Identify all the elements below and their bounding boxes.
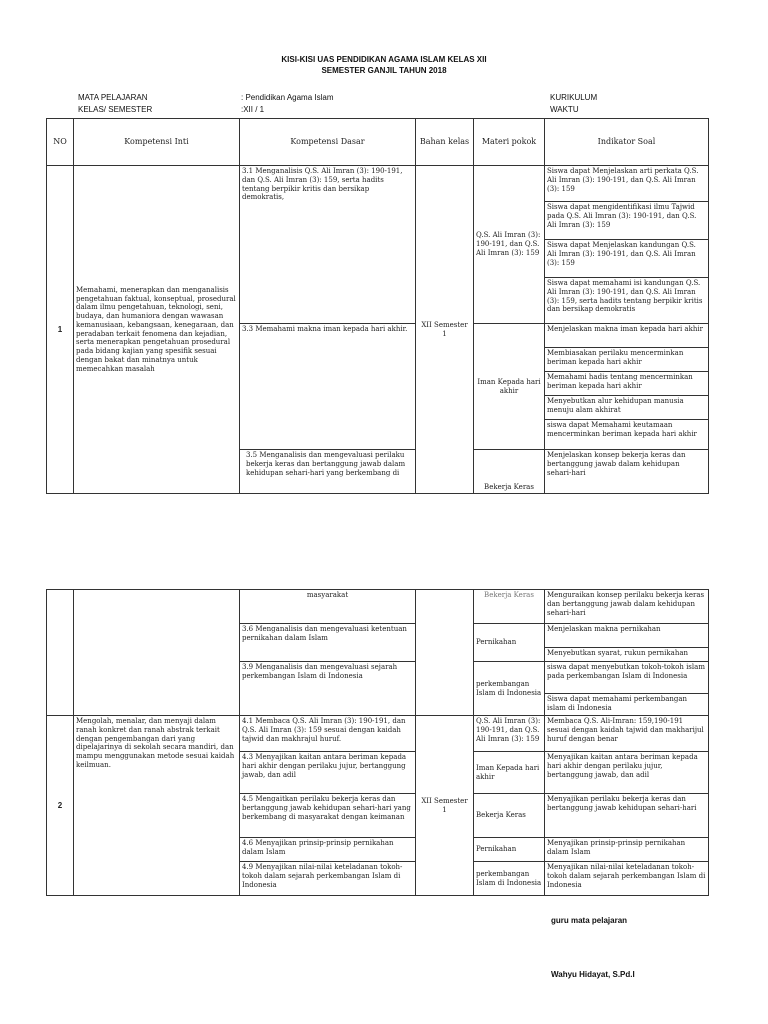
table-header-row xyxy=(47,119,709,166)
indikator-soal: Menyajikan prinsip-prinsip pernikahan dalam Islam xyxy=(545,838,709,862)
kompetensi-dasar: 4.5 Mengaitkan perilaku bekerja keras dan bertanggung jawab kehidupan sehari-hari yang berkembang di masyarakat dengan keimanan xyxy=(240,794,416,838)
indikator-soal: Menguraikan konsep perilaku bekerja keras dan bertanggung jawab dalam kehidupan sehari-hari xyxy=(545,590,709,624)
indikator-soal: Memahami hadis tentang mencerminkan beriman kepada hari akhir xyxy=(545,372,709,396)
page-1 xyxy=(0,0,768,492)
col-bahan-header: Bahan kelas xyxy=(416,119,474,166)
indikator-soal: Membaca Q.S. Ali-Imran: 159,190-191 sesuai dengan kaidah tajwid dan makharijul huruf dengan benar xyxy=(545,716,709,752)
kompetensi-inti: Mengolah, menalar, dan menyaji dalam ranah konkret dan ranah abstrak terkait dengan pengembangan dari yang dipelajarinya di sekolah secara mandiri, dan mampu menggunakan metode sesuai kaidah keilmuan. xyxy=(74,716,240,896)
col-indikator-header: Indikator Soal xyxy=(545,119,709,166)
bahan-kelas: XII Semester 1 xyxy=(416,716,474,896)
col-kd-header: Kompetensi Dasar xyxy=(240,119,416,166)
indikator-soal: Menjelaskan makna pernikahan xyxy=(545,624,709,648)
waktu-label: WAKTU xyxy=(550,105,579,114)
doc-title: KISI-KISI UAS PENDIDIKAN AGAMA ISLAM KELAS XII xyxy=(281,55,487,64)
indikator-soal: Menjelaskan konsep bekerja keras dan bertanggung jawab dalam kehidupan sehari-hari xyxy=(545,450,709,494)
table-row xyxy=(47,590,709,624)
row-number: 1 xyxy=(47,166,74,494)
kompetensi-dasar: 3.3 Memahami makna iman kepada hari akhir. xyxy=(240,324,416,450)
materi-pokok: perkembangan Islam di Indonesia xyxy=(474,662,545,716)
indikator-soal: Siswa dapat memahami perkembangan islam di Indonesia xyxy=(545,694,709,716)
materi-pokok: perkembangan Islam di Indonesia xyxy=(474,862,545,896)
materi-pokok: Iman Kepada hari akhir xyxy=(474,324,545,450)
kompetensi-dasar: 4.1 Membaca Q.S. Ali Imran (3): 190-191, dan Q.S. Ali Imran (3): 159 sesuai dengan kaidah tajwid dan makhrajul huruf. xyxy=(240,716,416,752)
kompetensi-dasar: 3.9 Menganalisis dan mengevaluasi sejarah perkembangan Islam di Indonesia xyxy=(240,662,416,716)
indikator-soal: siswa dapat menyebutkan tokoh-tokoh islam pada perkembangan Islam di Indonesia xyxy=(545,662,709,694)
table-row xyxy=(47,716,709,752)
col-no-header: NO xyxy=(47,119,74,166)
kelas-label: KELAS/ SEMESTER xyxy=(78,105,153,114)
kompetensi-dasar: 3.1 Menganalisis Q.S. Ali Imran (3): 190-191, dan Q.S. Ali Imran (3): 159, serta hadits tentang berpikir kritis dan bersikap demokratis, xyxy=(240,166,416,324)
table-row xyxy=(47,166,709,202)
materi-pokok: Pernikahan xyxy=(474,624,545,662)
materi-pokok: Iman Kepada hari akhir xyxy=(474,752,545,794)
materi-pokok: Q.S. Ali Imran (3): 190-191, dan Q.S. Ali Imran (3): 159 xyxy=(474,166,545,324)
kompetensi-inti: Memahami, menerapkan dan menganalisis pengetahuan faktual, konseptual, prosedural dalam ilmu pengetahuan, teknologi, seni, budaya, dan humaniora dengan wawasan kemanusiaan, kebangsaan, kenegaraan, dan peradaban terkait fenomena dan kejadian, serta menerapkan pengetahuan prosedural pada bidang kajian yang spesifik sesuai dengan bakat dan minatnya untuk memecahkan masalah xyxy=(74,166,240,494)
indikator-soal: Siswa dapat Menjelaskan arti perkata Q.S. Ali Imran (3): 190-191, dan Q.S. Ali Imran (3): 159 xyxy=(545,166,709,202)
kurikulum-label: KURIKULUM xyxy=(550,93,598,102)
indikator-soal: Siswa dapat memahami isi kandungan Q.S. Ali Imran (3): 190-191, dan Q.S. Ali Imran (3): 159, serta hadits tentang berpikir kritis dan bersikap demokratis xyxy=(545,278,709,324)
indikator-soal: Menyajikan perilaku bekerja keras dan bertanggung jawab kehidupan sehari-hari xyxy=(545,794,709,838)
doc-subtitle: SEMESTER GANJIL TAHUN 2018 xyxy=(321,66,447,75)
row-number: 2 xyxy=(47,716,74,896)
indikator-soal: Membiasakan perilaku mencerminkan beriman kepada hari akhir xyxy=(545,348,709,372)
kisi-table-page2 xyxy=(46,589,709,896)
kompetensi-dasar: 4.6 Menyajikan prinsip-prinsip pernikahan dalam Islam xyxy=(240,838,416,862)
col-ki-header: Kompetensi Inti xyxy=(74,119,240,166)
indikator-soal: siswa dapat Memahami keutamaan mencerminkan beriman kepada hari akhir xyxy=(545,420,709,450)
indikator-soal: Siswa dapat mengidentifikasi ilmu Tajwid pada Q.S. Ali Imran (3): 190-191, dan Q.S. Ali Imran (3): 159 xyxy=(545,202,709,240)
indikator-soal: Menjelaskan makna iman kepada hari akhir xyxy=(545,324,709,348)
indikator-soal: Menyebutkan syarat, rukun pernikahan xyxy=(545,648,709,662)
kelas-value: :XII / 1 xyxy=(241,105,265,114)
teacher-name: Wahyu Hidayat, S.Pd.I xyxy=(551,970,635,979)
mapel-value: : Pendidikan Agama Islam xyxy=(241,93,334,102)
indikator-soal: Menyajikan kaitan antara beriman kepada hari akhir dengan perilaku jujur, bertanggung jawab, dan adil xyxy=(545,752,709,794)
bahan-kelas: XII Semester 1 xyxy=(416,166,474,494)
kompetensi-dasar-continued: masyarakat xyxy=(240,590,416,624)
indikator-soal: Menyebutkan alur kehidupan manusia menuju alam akhirat xyxy=(545,396,709,420)
page-2 xyxy=(0,591,768,1024)
kompetensi-dasar: 4.3 Menyajikan kaitan antara beriman kepada hari akhir dengan perilaku jujur, bertanggung jawab, dan adil xyxy=(240,752,416,794)
materi-pokok: Pernikahan xyxy=(474,838,545,862)
kompetensi-dasar: 4.9 Menyajikan nilai-nilai keteladanan tokoh-tokoh dalam sejarah perkembangan Islam di Indonesia xyxy=(240,862,416,896)
indikator-soal: Siswa dapat Menjelaskan kandungan Q.S. Ali Imran (3): 190-191, dan Q.S. Ali Imran (3): 159 xyxy=(545,240,709,278)
indikator-soal: Menyajikan nilai-nilai keteladanan tokoh-tokoh dalam sejarah perkembangan Islam di Indonesia xyxy=(545,862,709,896)
materi-pokok: Bekerja Keras xyxy=(474,794,545,838)
teacher-label: guru mata pelajaran xyxy=(551,916,628,925)
materi-pokok: Q.S. Ali Imran (3): 190-191, dan Q.S. Ali Imran (3): 159 xyxy=(474,716,545,752)
kompetensi-dasar: 3.6 Menganalisis dan mengevaluasi ketentuan pernikahan dalam Islam xyxy=(240,624,416,662)
kisi-table-page1 xyxy=(46,118,709,494)
kompetensi-dasar: 3.5 Menganalisis dan mengevaluasi perilaku bekerja keras dan bertanggung jawab dalam kehidupan sehari-hari yang berkembang di xyxy=(240,450,416,494)
materi-pokok-continued: Bekerja Keras xyxy=(474,590,545,624)
col-materi-header: Materi pokok xyxy=(474,119,545,166)
mapel-label: MATA PELAJARAN xyxy=(78,93,148,102)
materi-pokok: Bekerja Keras xyxy=(474,450,545,494)
